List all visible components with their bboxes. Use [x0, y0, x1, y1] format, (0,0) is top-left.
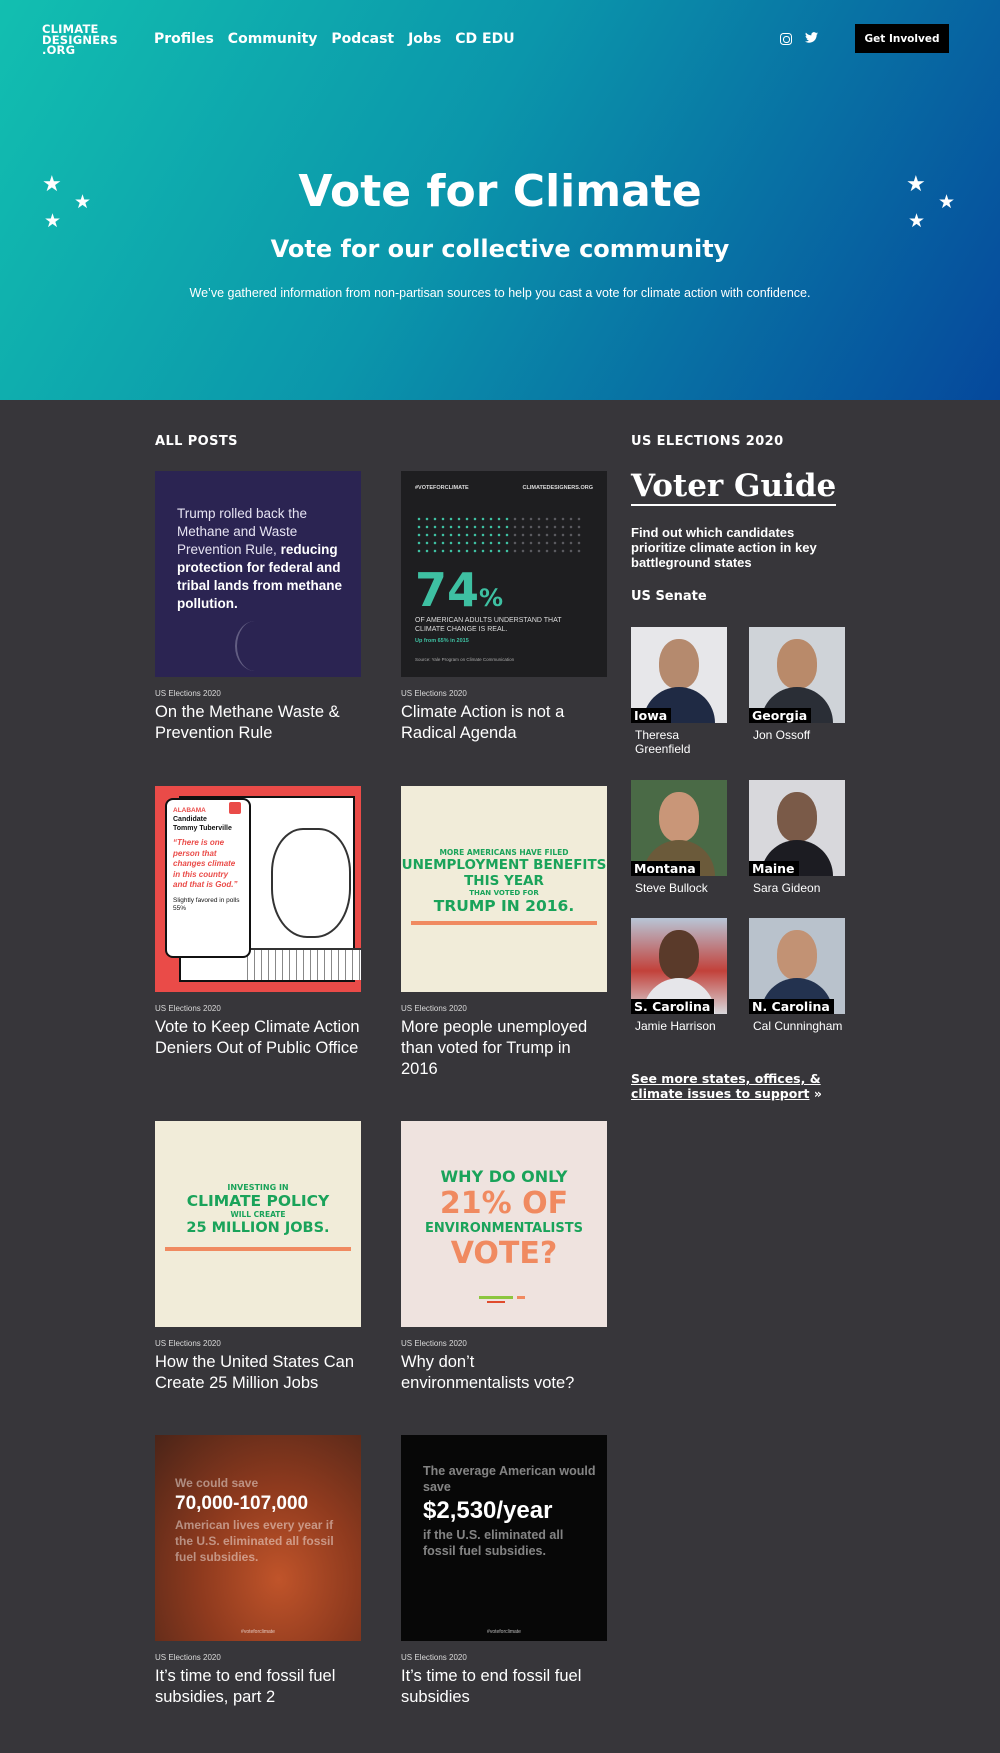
post-thumbnail[interactable]: [401, 1435, 607, 1641]
thumbnail-line: Trump rolled back the Methane and Waste Prevention Rule,: [177, 506, 308, 557]
thumbnail-line: UNEMPLOYMENT BENEFITS THIS YEAR: [401, 857, 607, 889]
thumbnail-hashtag: #voteforclimate: [241, 1629, 275, 1635]
post-title[interactable]: Vote to Keep Climate Action Deniers Out of Public Office: [155, 1018, 360, 1057]
logo-line: CLIMATE: [42, 22, 99, 36]
thumbnail-line: INVESTING IN: [227, 1183, 289, 1192]
post-card[interactable]: [401, 1435, 607, 1708]
decor-line: [479, 1296, 513, 1299]
candidate-card[interactable]: [631, 918, 731, 1033]
candidate-state: Georgia: [749, 708, 811, 723]
candidate-state: Montana: [631, 861, 700, 876]
thumbnail-line: TRUMP IN 2016.: [433, 897, 575, 915]
star-icon: ★: [906, 171, 926, 196]
get-involved-button[interactable]: Get Involved: [855, 24, 949, 53]
quote-bubble: [165, 798, 251, 958]
post-thumbnail[interactable]: [155, 1121, 361, 1327]
underline-bar: [165, 1247, 351, 1251]
thumbnail-line: Candidate: [173, 816, 207, 823]
posts-heading: ALL POSTS: [155, 434, 238, 449]
candidate-photo[interactable]: [749, 627, 845, 723]
candidate-name[interactable]: Cal Cunningham: [753, 1019, 843, 1033]
candidate-photo[interactable]: [631, 780, 727, 876]
nav-community[interactable]: Community: [227, 31, 318, 47]
candidate-state: S. Carolina: [631, 999, 714, 1014]
more-arrow-icon: »: [813, 1086, 822, 1101]
candidate-head: [659, 930, 699, 980]
nav-cd-edu[interactable]: CD EDU: [455, 31, 515, 47]
candidate-photo[interactable]: [631, 627, 727, 723]
candidate-card[interactable]: [749, 627, 849, 742]
more-link[interactable]: [631, 1071, 851, 1101]
candidate-state: Iowa: [631, 708, 671, 723]
candidate-head: [777, 792, 817, 842]
post-card[interactable]: [401, 471, 607, 744]
nav-podcast[interactable]: Podcast: [331, 31, 395, 47]
post-thumbnail[interactable]: [401, 471, 607, 677]
candidate-head: [777, 930, 817, 980]
portrait-sketch: [271, 828, 351, 938]
candidate-name[interactable]: Jon Ossoff: [753, 728, 811, 742]
portrait-shirt: [241, 948, 361, 980]
senate-heading: US Senate: [631, 589, 707, 604]
more-link-text[interactable]: See more states, offices, & climate issues to support: [631, 1071, 821, 1101]
decor-line: [517, 1296, 525, 1299]
post-category[interactable]: US Elections 2020: [155, 1004, 221, 1013]
post-card[interactable]: [401, 786, 607, 1080]
post-card[interactable]: [155, 786, 361, 1059]
star-icon: ★: [74, 192, 92, 213]
thumbnail-stat: 70,000-107,000: [175, 1493, 309, 1514]
candidate-photo[interactable]: [631, 918, 727, 1014]
thumbnail-line: VOTE?: [450, 1236, 558, 1271]
star-icon: ★: [938, 192, 956, 213]
post-card[interactable]: [401, 1121, 607, 1394]
thumbnail-stat: $2,530/year: [423, 1497, 553, 1524]
thumbnail-line: ENVIRONMENTALISTS: [425, 1221, 583, 1236]
thumbnail-quote: “There is one person that changes climate in this country and that is God.”: [173, 838, 238, 889]
nav-profiles[interactable]: Profiles: [154, 31, 214, 47]
post-thumbnail[interactable]: [401, 786, 607, 992]
post-thumbnail[interactable]: [401, 1121, 607, 1327]
thumbnail-line: Tommy Tuberville: [173, 825, 232, 832]
candidate-card[interactable]: [631, 780, 731, 895]
thumbnail-line: CLIMATE POLICY: [186, 1192, 330, 1210]
main-nav: [154, 31, 529, 47]
candidate-name[interactable]: Jamie Harrison: [635, 1019, 716, 1033]
voter-guide-link[interactable]: Voter Guide: [631, 468, 837, 504]
thumbnail-line: The average American would save: [423, 1464, 596, 1494]
candidate-state: N. Carolina: [749, 999, 834, 1014]
thumbnail-stat: [415, 563, 503, 617]
thumbnail-line: Up from 65% in 2015: [415, 638, 469, 644]
post-title[interactable]: On the Methane Waste & Prevention Rule: [155, 703, 340, 742]
site-logo[interactable]: [42, 24, 118, 56]
post-card[interactable]: [155, 471, 361, 744]
logo-line: DESIGNERS: [42, 32, 118, 47]
post-category[interactable]: US Elections 2020: [401, 689, 467, 698]
post-card[interactable]: [155, 1121, 361, 1394]
thumbnail-source: Source: Yale Program on Climate Communication: [415, 657, 515, 662]
thumbnail-text: [401, 1167, 607, 1271]
post-title[interactable]: More people unemployed than voted for Trump in 2016: [401, 1018, 588, 1078]
underline-bar: [411, 921, 597, 925]
post-category[interactable]: US Elections 2020: [155, 689, 221, 698]
sidebar-heading: US ELECTIONS 2020: [631, 434, 784, 449]
post-title[interactable]: It’s time to end fossil fuel subsidies, part 2: [155, 1667, 336, 1706]
star-icon: ★: [908, 211, 926, 232]
post-title[interactable]: It’s time to end fossil fuel subsidies: [401, 1667, 582, 1706]
post-category[interactable]: US Elections 2020: [401, 1653, 467, 1662]
twitter-icon[interactable]: [805, 31, 818, 45]
post-title[interactable]: How the United States Can Create 25 Million Jobs: [155, 1353, 355, 1392]
candidate-card[interactable]: [749, 780, 849, 895]
post-category[interactable]: US Elections 2020: [401, 1004, 467, 1013]
candidate-card[interactable]: [631, 627, 731, 756]
thumbnail-header: [415, 485, 593, 491]
candidate-state: Maine: [749, 861, 799, 876]
post-title[interactable]: Climate Action is not a Radical Agenda: [401, 703, 565, 742]
post-thumbnail[interactable]: [155, 471, 361, 677]
thumbnail-line: WHY DO ONLY: [440, 1167, 568, 1186]
dot-grid-graphic: [511, 515, 585, 555]
thumbnail-line: OF AMERICAN ADULTS UNDERSTAND THAT CLIMATE CHANGE IS REAL.: [415, 617, 562, 633]
thumbnail-line: #VOTEFORCLIMATE: [415, 485, 469, 491]
thumbnail-line-bold: reducing protection for federal and tribal lands from methane pollution.: [177, 542, 343, 611]
thumbnail-line: WILL CREATE: [230, 1210, 286, 1219]
thumbnail-hashtag: #voteforclimate: [487, 1629, 521, 1635]
hero-banner: [0, 0, 1000, 400]
thumbnail-text: [423, 1463, 598, 1559]
thumbnail-line: CLIMATEDESIGNERS.ORG: [522, 485, 593, 491]
post-category[interactable]: US Elections 2020: [155, 1653, 221, 1662]
voter-guide-description: Find out which candidates prioritize climate action in key battleground states: [631, 525, 817, 570]
candidate-name[interactable]: Sara Gideon: [753, 881, 821, 895]
thumbnail-line: Slightly favored in polls 55%: [173, 896, 240, 912]
thumbnail-line: if the U.S. eliminated all fossil fuel subsidies.: [423, 1528, 564, 1558]
thumbnail-line: THAN VOTED FOR: [469, 889, 539, 897]
candidate-head: [659, 792, 699, 842]
decor-line: [487, 1301, 505, 1303]
hero-subtitle: Vote for our collective community: [270, 235, 730, 263]
star-icon: ★: [44, 211, 62, 232]
post-category[interactable]: US Elections 2020: [401, 1339, 467, 1348]
post-card[interactable]: [155, 1435, 361, 1708]
instagram-icon[interactable]: [780, 33, 792, 45]
thumbnail-line: American lives every year if the U.S. eliminated all fossil fuel subsidies.: [175, 1518, 334, 1564]
thumbnail-stat-number: 74: [415, 563, 480, 617]
thumbnail-line: ALABAMA: [173, 807, 206, 814]
candidate-card[interactable]: [749, 918, 849, 1033]
thumbnail-line: We could save: [175, 1476, 259, 1490]
thumbnail-text: [155, 1183, 361, 1237]
nav-jobs[interactable]: Jobs: [408, 31, 442, 47]
candidate-photo[interactable]: [749, 918, 845, 1014]
post-thumbnail[interactable]: [155, 1435, 361, 1641]
candidate-head: [777, 639, 817, 689]
hero-title: Vote for Climate: [298, 166, 702, 217]
thumbnail-line: 21% OF: [439, 1186, 569, 1221]
post-title[interactable]: Why don’t environmentalists vote?: [401, 1353, 575, 1392]
thumbnail-text: [177, 505, 347, 613]
thumbnail-text: [401, 848, 607, 915]
candidate-head: [659, 639, 699, 689]
thumbnail-stat-unit: %: [479, 584, 504, 612]
thumbnail-line: 25 MILLION JOBS.: [186, 1220, 330, 1236]
star-icon: ★: [42, 171, 62, 196]
hero-description: We’ve gathered information from non-partisan sources to help you cast a vote for climate action with confidence.: [189, 286, 811, 300]
post-thumbnail[interactable]: [155, 786, 361, 992]
candidate-name[interactable]: Steve Bullock: [635, 881, 708, 895]
candidate-photo[interactable]: [749, 780, 845, 876]
smoke-graphic: [235, 621, 275, 671]
logo-line: .ORG: [42, 43, 76, 57]
thumbs-down-icon: [229, 802, 241, 814]
post-category[interactable]: US Elections 2020: [155, 1339, 221, 1348]
thumbnail-line: MORE AMERICANS HAVE FILED: [439, 848, 569, 857]
thumbnail-text: [175, 1475, 350, 1565]
candidate-name[interactable]: Theresa Greenfield: [635, 728, 691, 756]
